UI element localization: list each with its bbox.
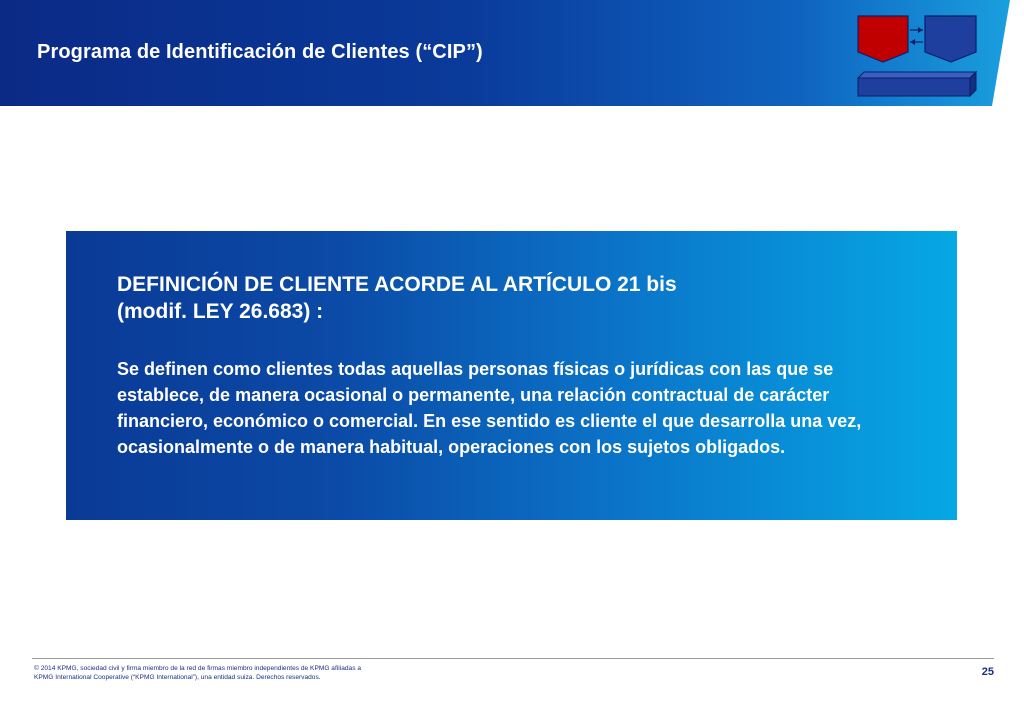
page-title: Programa de Identificación de Clientes (“CIP”): [37, 41, 483, 63]
panel-heading-line2: (modif. LEY 26.683) :: [117, 300, 324, 323]
linked-boxes-diagram-icon: [855, 14, 980, 98]
page-number: 25: [981, 666, 994, 678]
footer-copyright-line1: © 2014 KPMG, sociedad civil y firma miembro de la red de firmas miembro independientes de KPMG afiliadas a: [34, 665, 361, 672]
panel-heading: [117, 271, 877, 325]
panel-body-text: Se definen como clientes todas aquellas personas físicas o jurídicas con las que se establece, de manera ocasional o permanente, una relación contractual de carácter financiero, económico o comercial. En ese sentido es cliente el que desarrolla una vez, ocasionalmente o de manera habitual, operaciones con los sujetos obligados.: [117, 359, 862, 457]
footer-copyright-line2: KPMG International Cooperative (“KPMG International”), una entidad suiza. Derechos reservados.: [34, 674, 321, 681]
panel-heading-line1: DEFINICIÓN DE CLIENTE ACORDE AL ARTÍCULO 21 bis: [117, 273, 677, 296]
footer-copyright: [34, 664, 361, 682]
footer-divider: [32, 658, 994, 659]
definition-panel: [66, 231, 957, 520]
